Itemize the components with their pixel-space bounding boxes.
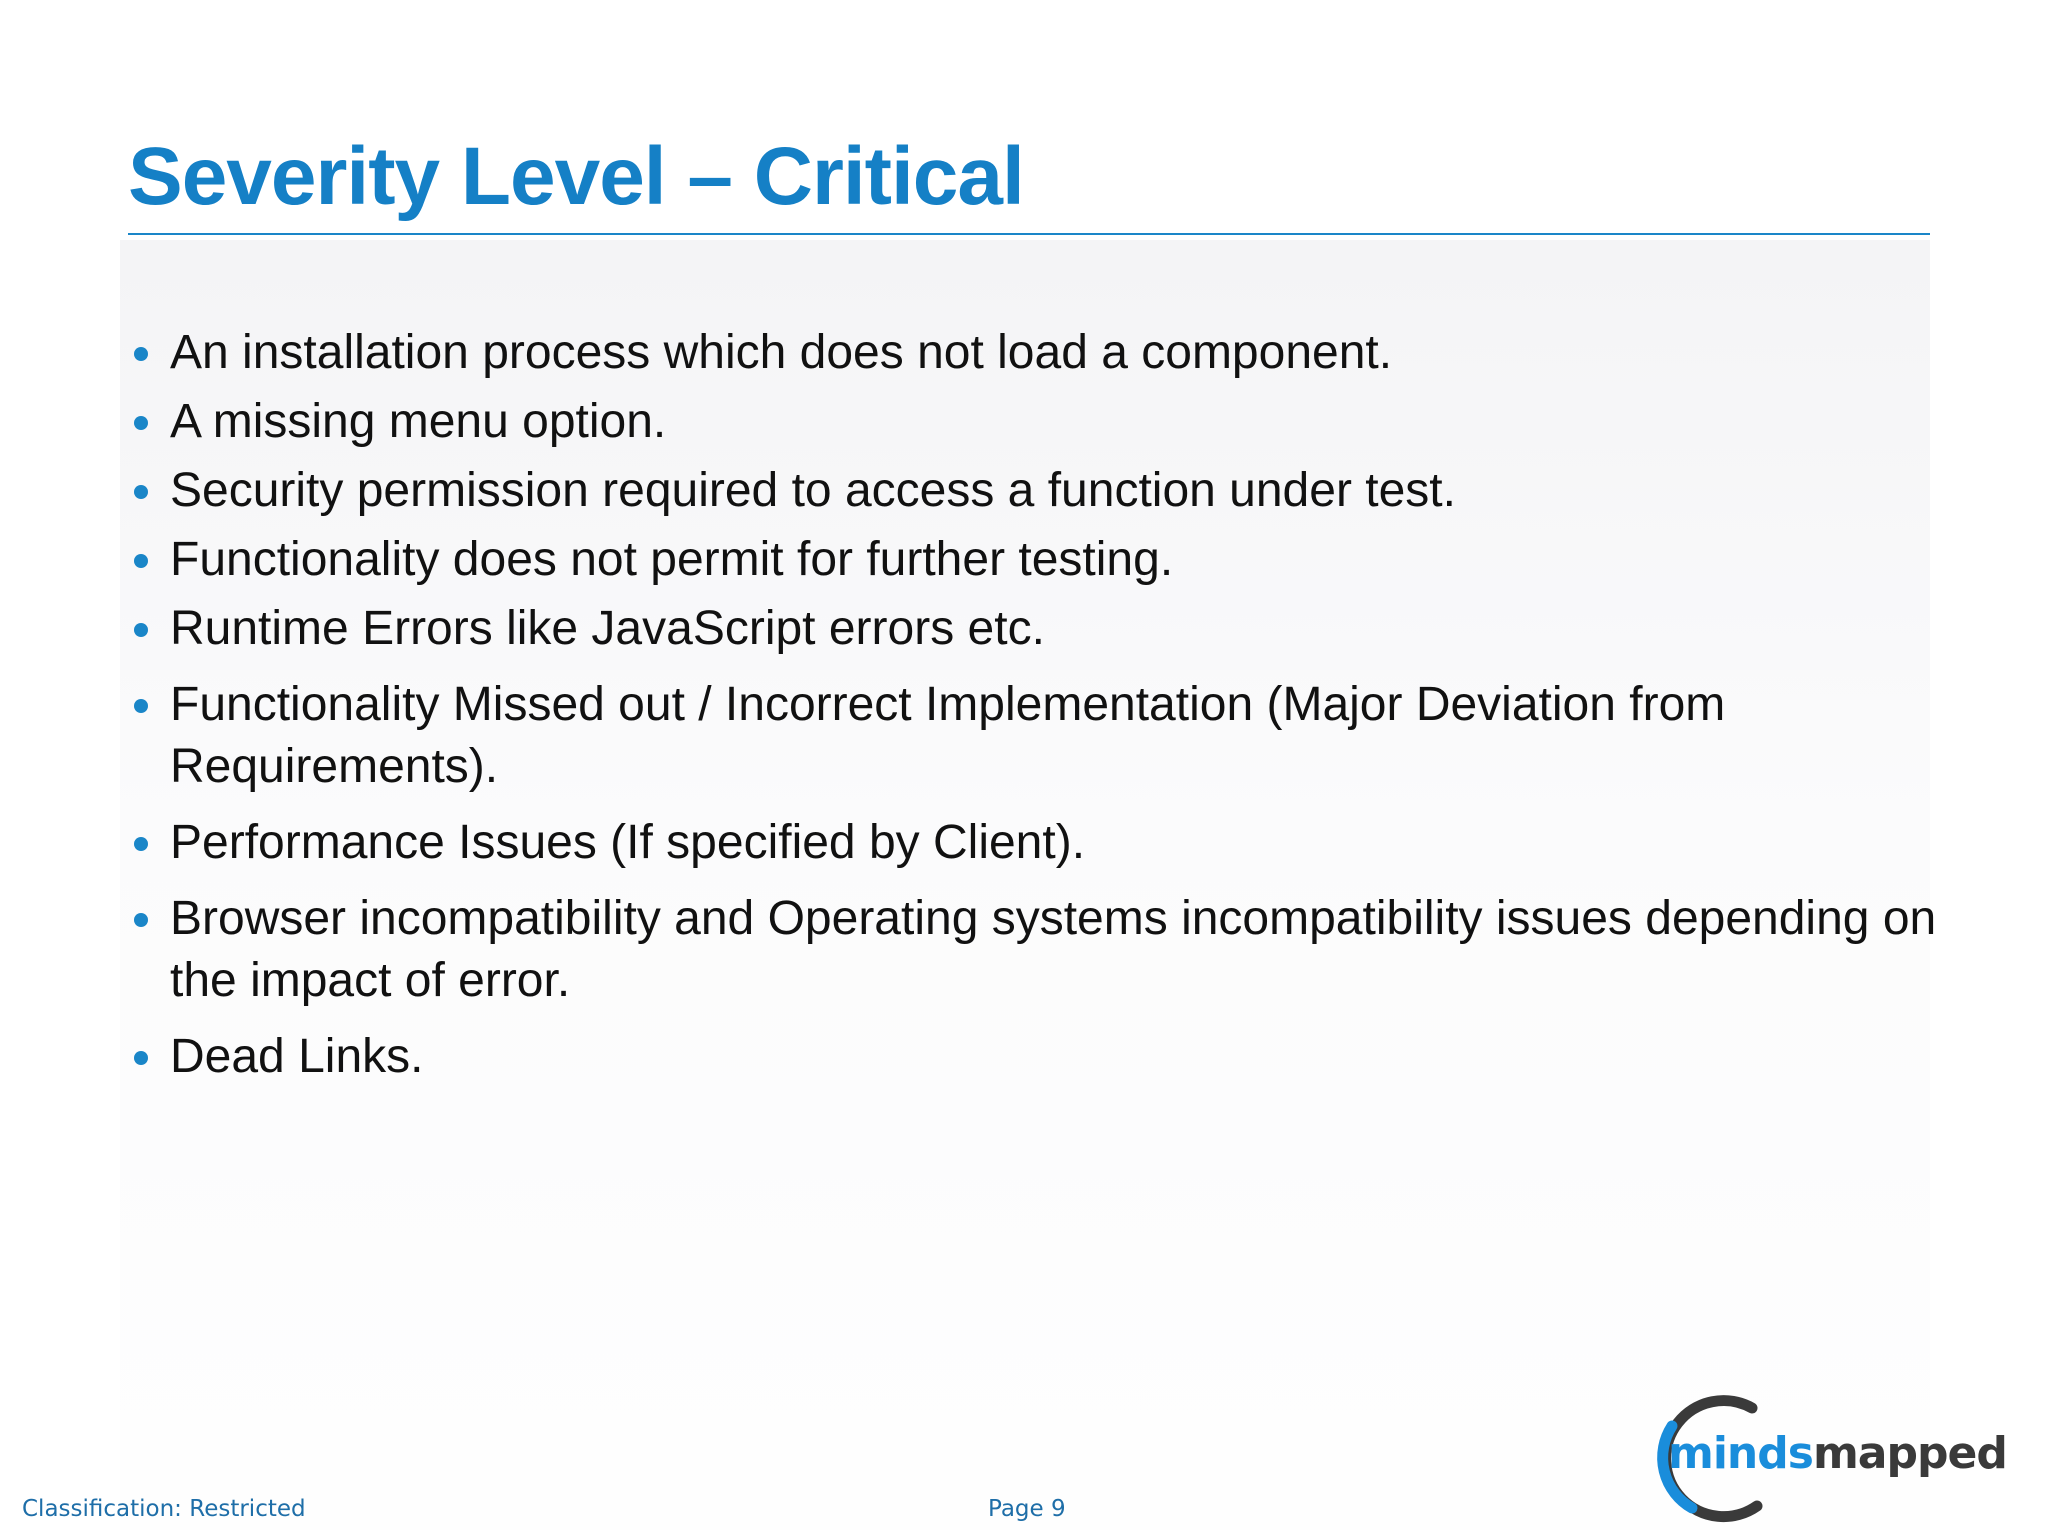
bullet-icon	[134, 913, 148, 927]
logo-text-part2: mapped	[1812, 1428, 2007, 1479]
bullet-item	[130, 812, 1940, 874]
bullet-icon	[134, 554, 148, 568]
bullet-item	[130, 460, 1940, 522]
bullet-text: Runtime Errors like JavaScript errors etc.	[170, 602, 1045, 655]
bullet-icon	[134, 485, 148, 499]
mindsmapped-logo	[1632, 1386, 2032, 1526]
bullet-icon	[134, 837, 148, 851]
bullet-item	[130, 391, 1940, 453]
bullet-icon	[134, 416, 148, 430]
logo-text-part1: minds	[1668, 1428, 1813, 1479]
bullet-list	[130, 322, 1940, 1095]
bullet-item	[130, 529, 1940, 591]
classification-label: Classification: Restricted	[22, 1496, 306, 1522]
bullet-item	[130, 598, 1940, 660]
bullet-text: An installation process which does not load a component.	[170, 326, 1393, 379]
bullet-text: Dead Links.	[170, 1030, 424, 1083]
bullet-text: Browser incompatibility and Operating systems incompatibility issues depending on the impact of error.	[170, 892, 1937, 1007]
bullet-text: Functionality does not permit for further testing.	[170, 533, 1174, 586]
bullet-icon	[134, 623, 148, 637]
bullet-text: Performance Issues (If specified by Client).	[170, 816, 1086, 869]
bullet-item	[130, 322, 1940, 384]
slide-title: Severity Level – Critical	[128, 131, 1024, 222]
bullet-item	[130, 1026, 1940, 1088]
bullet-item	[130, 674, 1940, 798]
page-number: Page 9	[988, 1496, 1066, 1522]
bullet-text: Functionality Missed out / Incorrect Implementation (Major Deviation from Requirements).	[170, 678, 1726, 793]
bullet-item	[130, 888, 1940, 1012]
logo-wordmark	[1668, 1428, 2007, 1479]
bullet-text: Security permission required to access a function under test.	[170, 464, 1456, 517]
bullet-icon	[134, 347, 148, 361]
bullet-icon	[134, 1051, 148, 1065]
title-underline	[128, 233, 1930, 235]
bullet-text: A missing menu option.	[170, 395, 667, 448]
bullet-icon	[134, 699, 148, 713]
